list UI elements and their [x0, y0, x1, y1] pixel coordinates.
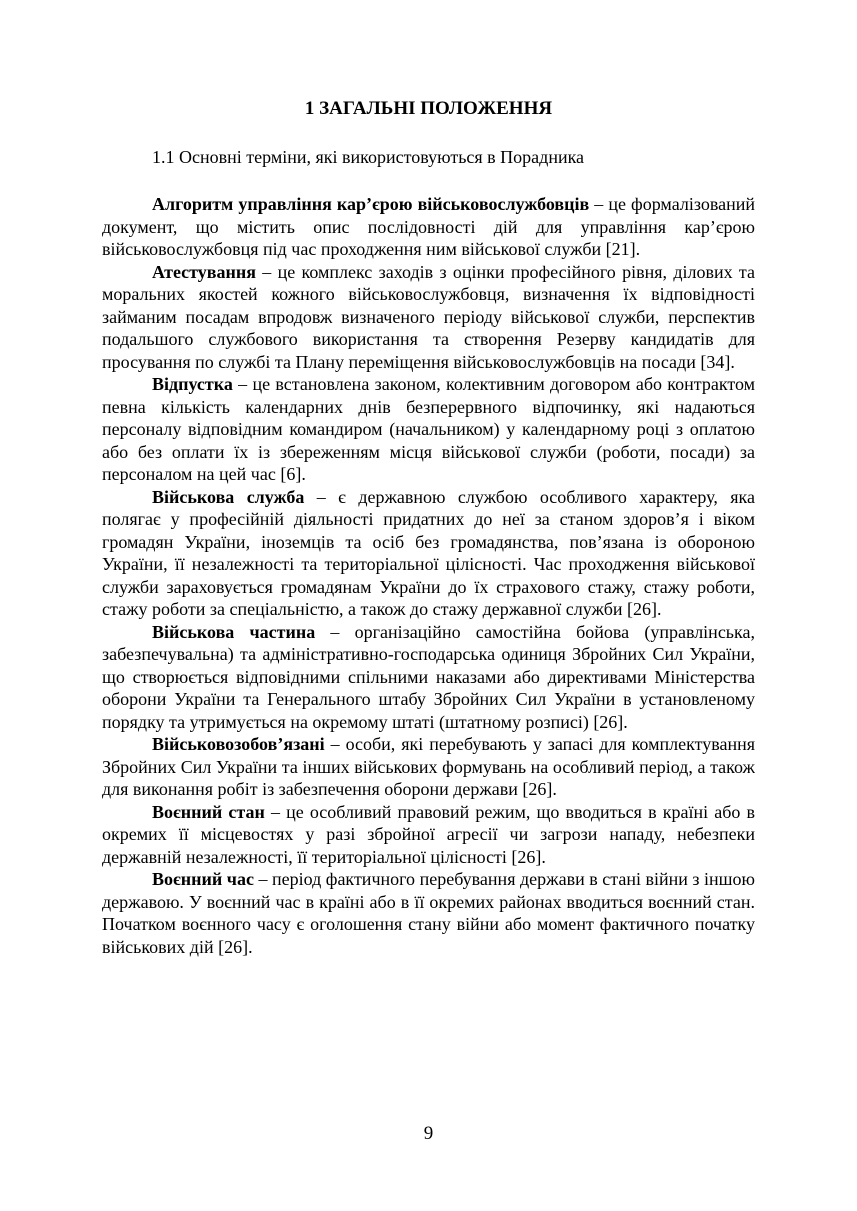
definition-text: – організаційно самостійна бойова (управлінська, забезпечувальна) та адміністративно-господарська одиниця Збройних Сил України, що створюється відповідними спільними наказами або директивами Міністерства оборони України та Генерального штабу Збройних Сил України в установленому порядку та утримується на окремому штаті (штатному розписі) [26]. [102, 621, 755, 732]
definition-paragraph [102, 486, 755, 621]
definition-text: – це встановлена законом, колективним договором або контрактом певна кількість календарних днів безперервного відпочинку, які надаються персоналу відповідним командиром (начальником) у календарному році з оплатою або без оплати їх із збереженням місця військової служби (роботи, посади) за персоналом на цей час [6]. [102, 374, 755, 484]
definition-text: – є державною службою особливого характеру, яка полягає у професійній діяльності придатних до неї за станом здоров’я і віком громадян України, іноземців та осіб без громадянства, пов’язана із обороною України, її незалежності та територіальної цілісності. Час проходження військової служби зараховується громадянам України до їх страхового стажу, стажу роботи, стажу роботи за спеціальністю, а також до стажу державної служби [26]. [102, 486, 756, 619]
definition-term: Військовозобов’язані [152, 734, 325, 754]
definition-paragraph [102, 733, 755, 801]
definitions-list [102, 193, 755, 958]
subsection-title: 1.1 Основні терміни, які використовуються в Порадника [152, 147, 585, 167]
definition-text: – період фактичного перебування держави в стані війни з іншою державою. У воєнний час в країні або в її окремих районах вводиться воєнний стан. Початком воєнного часу є оголошення стану війни або момент фактичного початку військових дій [26]. [102, 869, 755, 957]
definition-paragraph [102, 621, 755, 734]
section-title: 1 ЗАГАЛЬНІ ПОЛОЖЕННЯ [304, 98, 553, 119]
definition-paragraph [102, 373, 755, 486]
definition-term: Відпустка [152, 374, 233, 394]
page-number: 9 [423, 1123, 434, 1144]
definition-term: Воєнний стан [152, 801, 265, 822]
definition-term: Атестування [152, 261, 256, 282]
definition-paragraph [102, 261, 755, 374]
definition-paragraph [102, 193, 755, 261]
definition-text: – це формалізований документ, що містить опис послідовності дій для управління кар’єрою військовослужбовця під час проходження ним військової служби [21]. [102, 194, 755, 259]
definition-paragraph [102, 801, 755, 869]
definition-term: Воєнний час [152, 869, 254, 889]
definition-term: Військова служба [152, 486, 305, 507]
definition-term: Алгоритм управління кар’єрою військовослужбовців [152, 194, 590, 214]
definition-term: Військова частина [152, 621, 316, 642]
definition-text: – це комплекс заходів з оцінки професійного рівня, ділових та моральних якостей кожного військовослужбовця, визначення їх відповідності займаним посадам впродовж визначеного періоду військової служби, перспектив подальшого службового використання та створення Резерву кандидатів для просування по службі та Плану переміщення військовослужбовців на посади [34]. [102, 261, 755, 372]
definition-paragraph [102, 868, 755, 958]
definition-text: – це особливий правовий режим, що вводиться в країні або в окремих її місцевостях у разі збройної агресії чи загрози нападу, небезпеки державній незалежності, її територіальної цілісності [26]. [102, 801, 755, 867]
definition-text: – особи, які перебувають у запасі для комплектування Збройних Сил України та інших військових формувань на особливий період, а також для виконання робіт із забезпечення оборони держави [26]. [102, 734, 755, 799]
